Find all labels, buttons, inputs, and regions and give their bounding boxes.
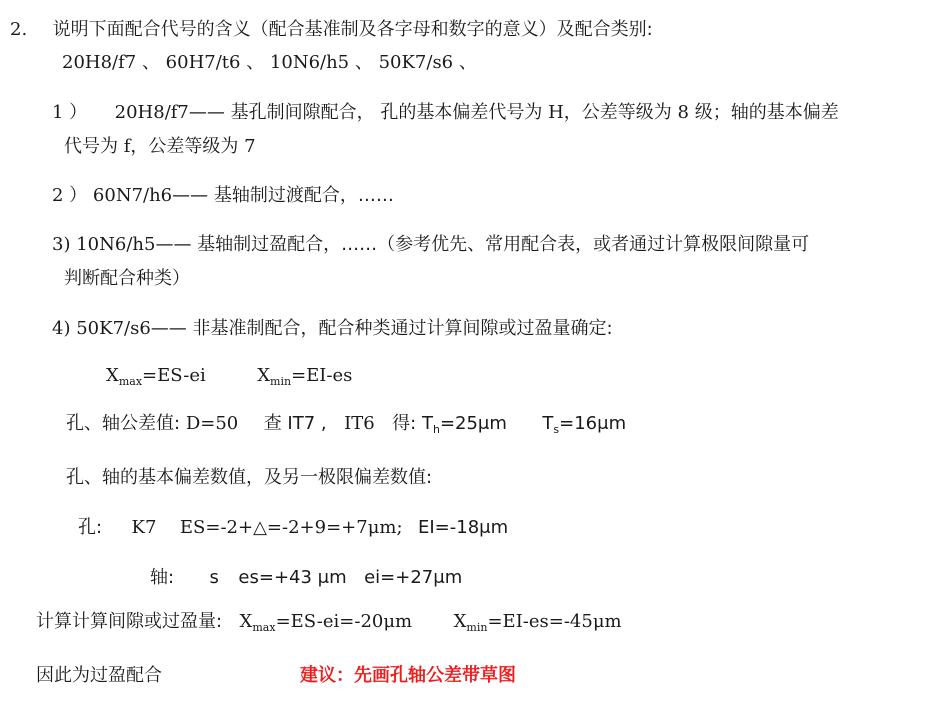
item3-dash: ——: [155, 234, 192, 255]
item1-line2-a: 代号为: [64, 136, 118, 157]
item2-line: [52, 184, 394, 208]
item1-line1: [52, 101, 839, 125]
shaft-grade: s: [209, 567, 219, 588]
formula-line: [106, 364, 352, 388]
hole-ei: EI=-18μm: [418, 517, 509, 538]
conclusion-text: 因此为过盈配合: [36, 665, 162, 686]
item3-code: 10N6/h5: [76, 234, 156, 255]
item3-text: 基轴制过盈配合，: [191, 234, 342, 255]
item2-text: 基轴制过渡配合，: [208, 185, 358, 206]
item3-text2: （参考优先、常用配合表，或者通过计算极限间隙量可: [377, 234, 810, 255]
item1-shaft-grade: 7: [244, 136, 256, 157]
item1-code: 20H8/f7: [114, 102, 189, 123]
hole-grade: K7: [131, 517, 157, 538]
hole-label: 孔:: [78, 517, 103, 538]
hole-deviation-line: [78, 516, 508, 540]
item4-dash: ——: [150, 318, 187, 339]
suggestion-text: 建议：先画孔轴公差带草图: [300, 665, 516, 686]
hole-es: ES=-2+△=-2+9=+7μm;: [179, 517, 403, 538]
item1-number: 1 ）: [52, 102, 88, 123]
item2-dash: ——: [172, 185, 209, 206]
item1-hole-grade: 8: [677, 102, 689, 123]
item1-hole-letter: H: [548, 102, 564, 123]
calc-label: 计算计算间隙或过盈量:: [36, 611, 223, 632]
tol-get: 得:: [392, 413, 417, 434]
formula-xmax: $X_{max}=ES-ei$: [106, 365, 206, 388]
shaft-deviation-line: [150, 566, 462, 590]
tol-d: D=50: [185, 413, 239, 434]
item3-number: 3): [52, 234, 71, 255]
question-header: [10, 18, 653, 42]
question-number: 2.: [10, 19, 28, 40]
item2-number: 2 ）: [52, 185, 88, 206]
item2-ellipsis: ……: [357, 185, 394, 206]
deviation-heading: 孔、轴的基本偏差数值，及另一极限偏差数值:: [66, 467, 433, 488]
calc-xmin: $X_{min}=EI-es=-45\mu m$: [453, 611, 622, 634]
item3-line2: 判断配合种类）: [64, 268, 190, 289]
tol-lookup: 查 IT7 ,: [263, 413, 327, 434]
tol-label: 孔、轴公差值:: [66, 413, 181, 434]
shaft-ei: ei=+27μm: [364, 567, 463, 588]
item1-text-c: 级；轴的基本偏差: [688, 102, 839, 123]
tol-it6: IT6: [344, 413, 375, 434]
item1-line2-b: ，公差等级为: [130, 136, 239, 157]
tol-th: $T_h=25\mu m$: [421, 413, 507, 436]
item4-number: 4): [52, 318, 71, 339]
item1-dash: ——: [188, 102, 225, 123]
item4-line: [52, 317, 613, 341]
item1-shaft-letter: f: [123, 136, 131, 157]
tolerance-line: [66, 412, 626, 436]
shaft-es: es=+43 μm: [238, 567, 347, 588]
calculation-line: [36, 610, 622, 634]
item4-text: 非基准制配合，配合种类通过计算间隙或过盈量确定:: [186, 318, 613, 339]
item2-code: 60N7/h6: [92, 185, 173, 206]
item1-text-a: 基孔制间隙配合， 孔的基本偏差代号为: [224, 102, 543, 123]
question-title: 说明下面配合代号的含义（配合基准制及各字母和数字的意义）及配合类别:: [52, 19, 653, 40]
shaft-label: 轴:: [150, 567, 175, 588]
item1-text-b: ，公差等级为: [563, 102, 672, 123]
item4-code: 50K7/s6: [76, 318, 151, 339]
fit-codes-list: 20H8/f7 、 60H7/t6 、 10N6/h5 、 50K7/s6 、: [62, 52, 477, 73]
item3-ellipsis: ……: [341, 234, 378, 255]
item1-line2: [64, 135, 256, 159]
item3-line1: [52, 233, 809, 257]
calc-xmax: $X_{max}=ES-ei=-20\mu m$: [239, 611, 413, 634]
formula-xmin: $X_{min}=EI-es$: [257, 365, 353, 388]
tol-ts: $T_s=16\mu m$: [542, 413, 627, 436]
